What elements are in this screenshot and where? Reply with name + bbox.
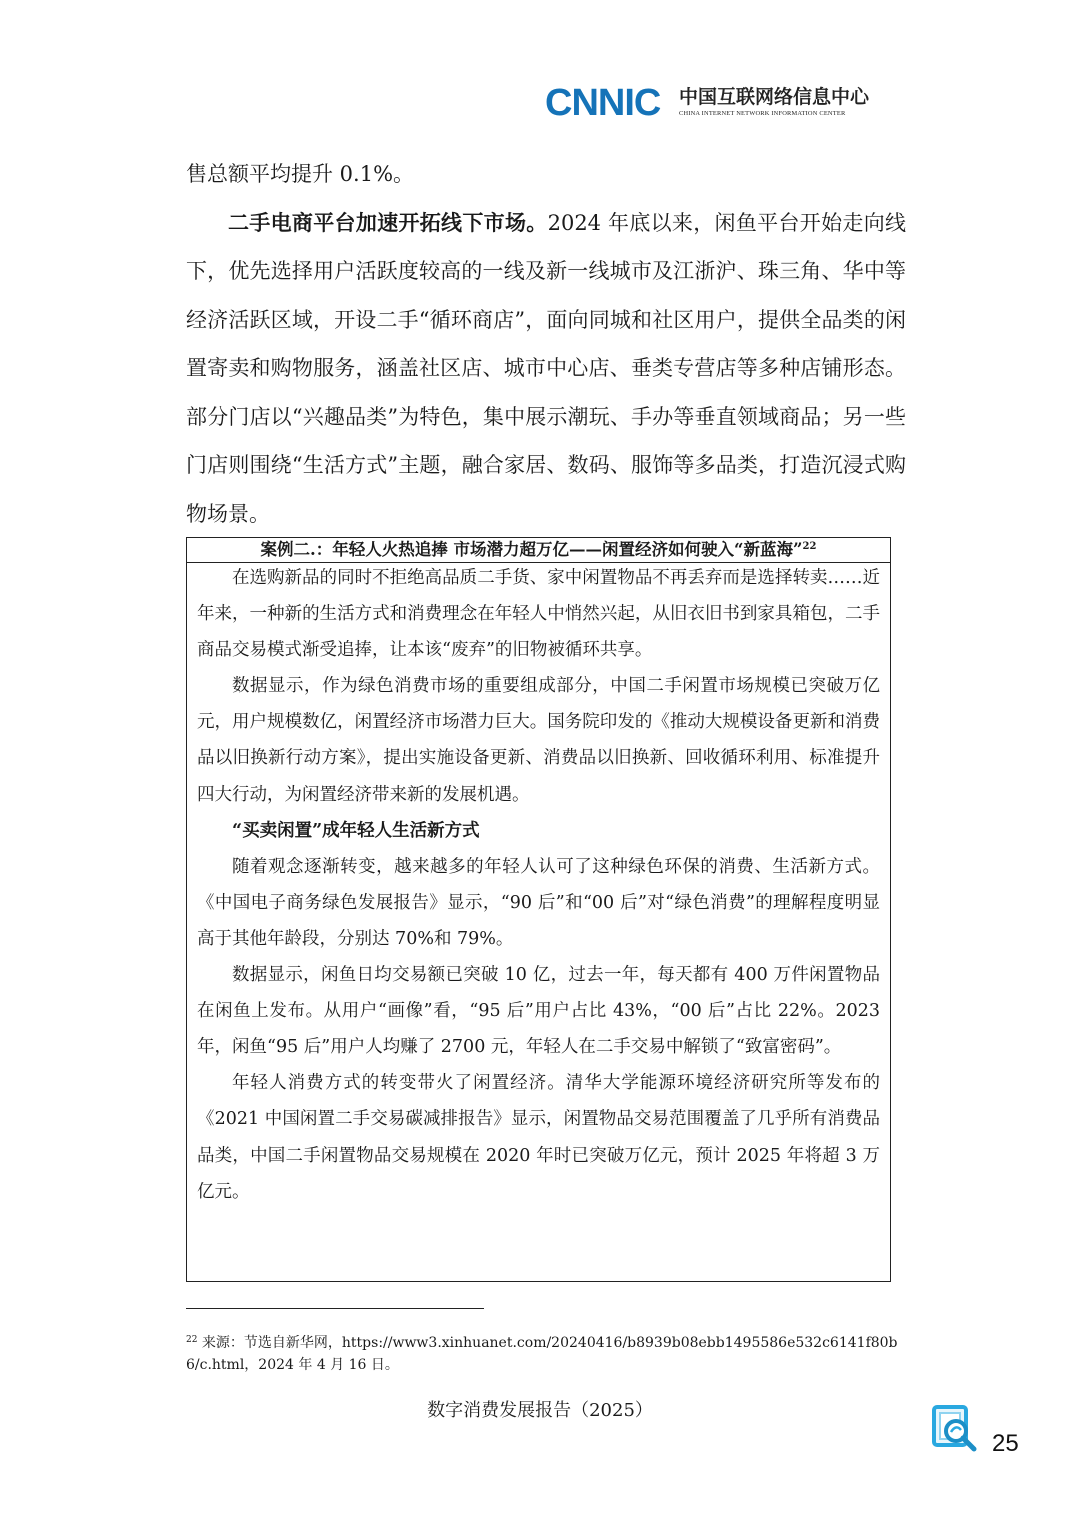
cnnic-logo-chinese-name: 中国互联网络信息中心: [679, 86, 870, 108]
main-body-text: [186, 150, 906, 538]
paragraph-1: 售总额平均提升 0.1%。: [186, 162, 415, 186]
case-study-footnote-ref[interactable]: 22: [802, 541, 817, 552]
cnnic-logo-mark: CNNIC: [545, 82, 661, 124]
footnote-divider: [186, 1308, 484, 1309]
case-paragraph-1: 在选购新品的同时不拒绝高品质二手货、家中闲置物品不再丢弃而是选择转卖……近年来，一种新的生活方式和消费理念在年轻人中悄然兴起，从旧衣旧书到家具箱包，二手商品交易模式渐受追捧，让本该“废弃”的旧物被循环共享。: [197, 568, 880, 661]
footnote-text[interactable]: 来源：节选自新华网，https://www3.xinhuanet.com/20240416/b8939b08ebb1495586e532c6141f80b6/c.html，2024 年 4 月 16 日。: [186, 1335, 898, 1373]
case-paragraph-5: 年轻人消费方式的转变带火了闲置经济。清华大学能源环境经济研究所等发布的《2021 中国闲置二手交易碳减排报告》显示，闲置物品交易范围覆盖了几乎所有消费品品类，中国二手闲置物品交易规模在 2020 年时已突破万亿元，预计 2025 年将超 3 万亿元。: [197, 1073, 880, 1202]
report-magnifier-icon: [931, 1404, 979, 1454]
paragraph-2-text: 2024 年底以来，闲鱼平台开始走向线下，优先选择用户活跃度较高的一线及新一线城市及江浙沪、珠三角、华中等经济活跃区域，开设二手“循环商店”，面向同城和社区用户，提供全品类的闲置寄卖和购物服务，涵盖社区店、城市中心店、垂类专营店等多种店铺形态。部分门店以“兴趣品类”为特色，集中展示潮玩、手办等垂直领域商品；另一些门店则围绕“生活方式”主题，融合家居、数码、服饰等多品类，打造沉浸式购物场景。: [186, 210, 906, 526]
cnnic-logo-english-name: CHINA INTERNET NETWORK INFORMATION CENTER: [679, 110, 846, 117]
case-subheading: “买卖闲置”成年轻人生活新方式: [232, 820, 480, 841]
case-paragraph-4: 数据显示，闲鱼日均交易额已突破 10 亿，过去一年，每天都有 400 万件闲置物品在闲鱼上发布。从用户“画像”看，“95 后”用户占比 43%，“00 后”占比 22%。2023 年，闲鱼“95 后”用户人均赚了 2700 元，年轻人在二手交易中解锁了“致富密码”。: [197, 965, 880, 1058]
case-study-title-text: 案例二.：年轻人火热追捧 市场潜力超万亿——闲置经济如何驶入“新蓝海”: [260, 540, 803, 559]
page-number: 25: [992, 1430, 1019, 1457]
paragraph-2: [186, 199, 906, 539]
case-paragraph-2: 数据显示，作为绿色消费市场的重要组成部分，中国二手闲置市场规模已突破万亿元，用户规模数亿，闲置经济市场潜力巨大。国务院印发的《推动大规模设备更新和消费品以旧换新行动方案》，提出实施设备更新、消费品以旧换新、回收循环利用、标准提升四大行动，为闲置经济带来新的发展机遇。: [197, 676, 880, 805]
case-study-body: [197, 560, 880, 1210]
report-title-footer: 数字消费发展报告（2025）: [427, 1400, 653, 1421]
footnote: [186, 1332, 901, 1376]
paragraph-2-heading: 二手电商平台加速开拓线下市场。: [228, 209, 548, 235]
case-paragraph-3: 随着观念逐渐转变，越来越多的年轻人认可了这种绿色环保的消费、生活新方式。《中国电子商务绿色发展报告》显示，“90 后”和“00 后”对“绿色消费”的理解程度明显高于其他年龄段，分别达 70%和 79%。: [197, 856, 880, 949]
cnnic-logo: [545, 84, 895, 124]
footnote-number: 22: [186, 1335, 198, 1345]
case-study-box: [186, 537, 891, 1282]
